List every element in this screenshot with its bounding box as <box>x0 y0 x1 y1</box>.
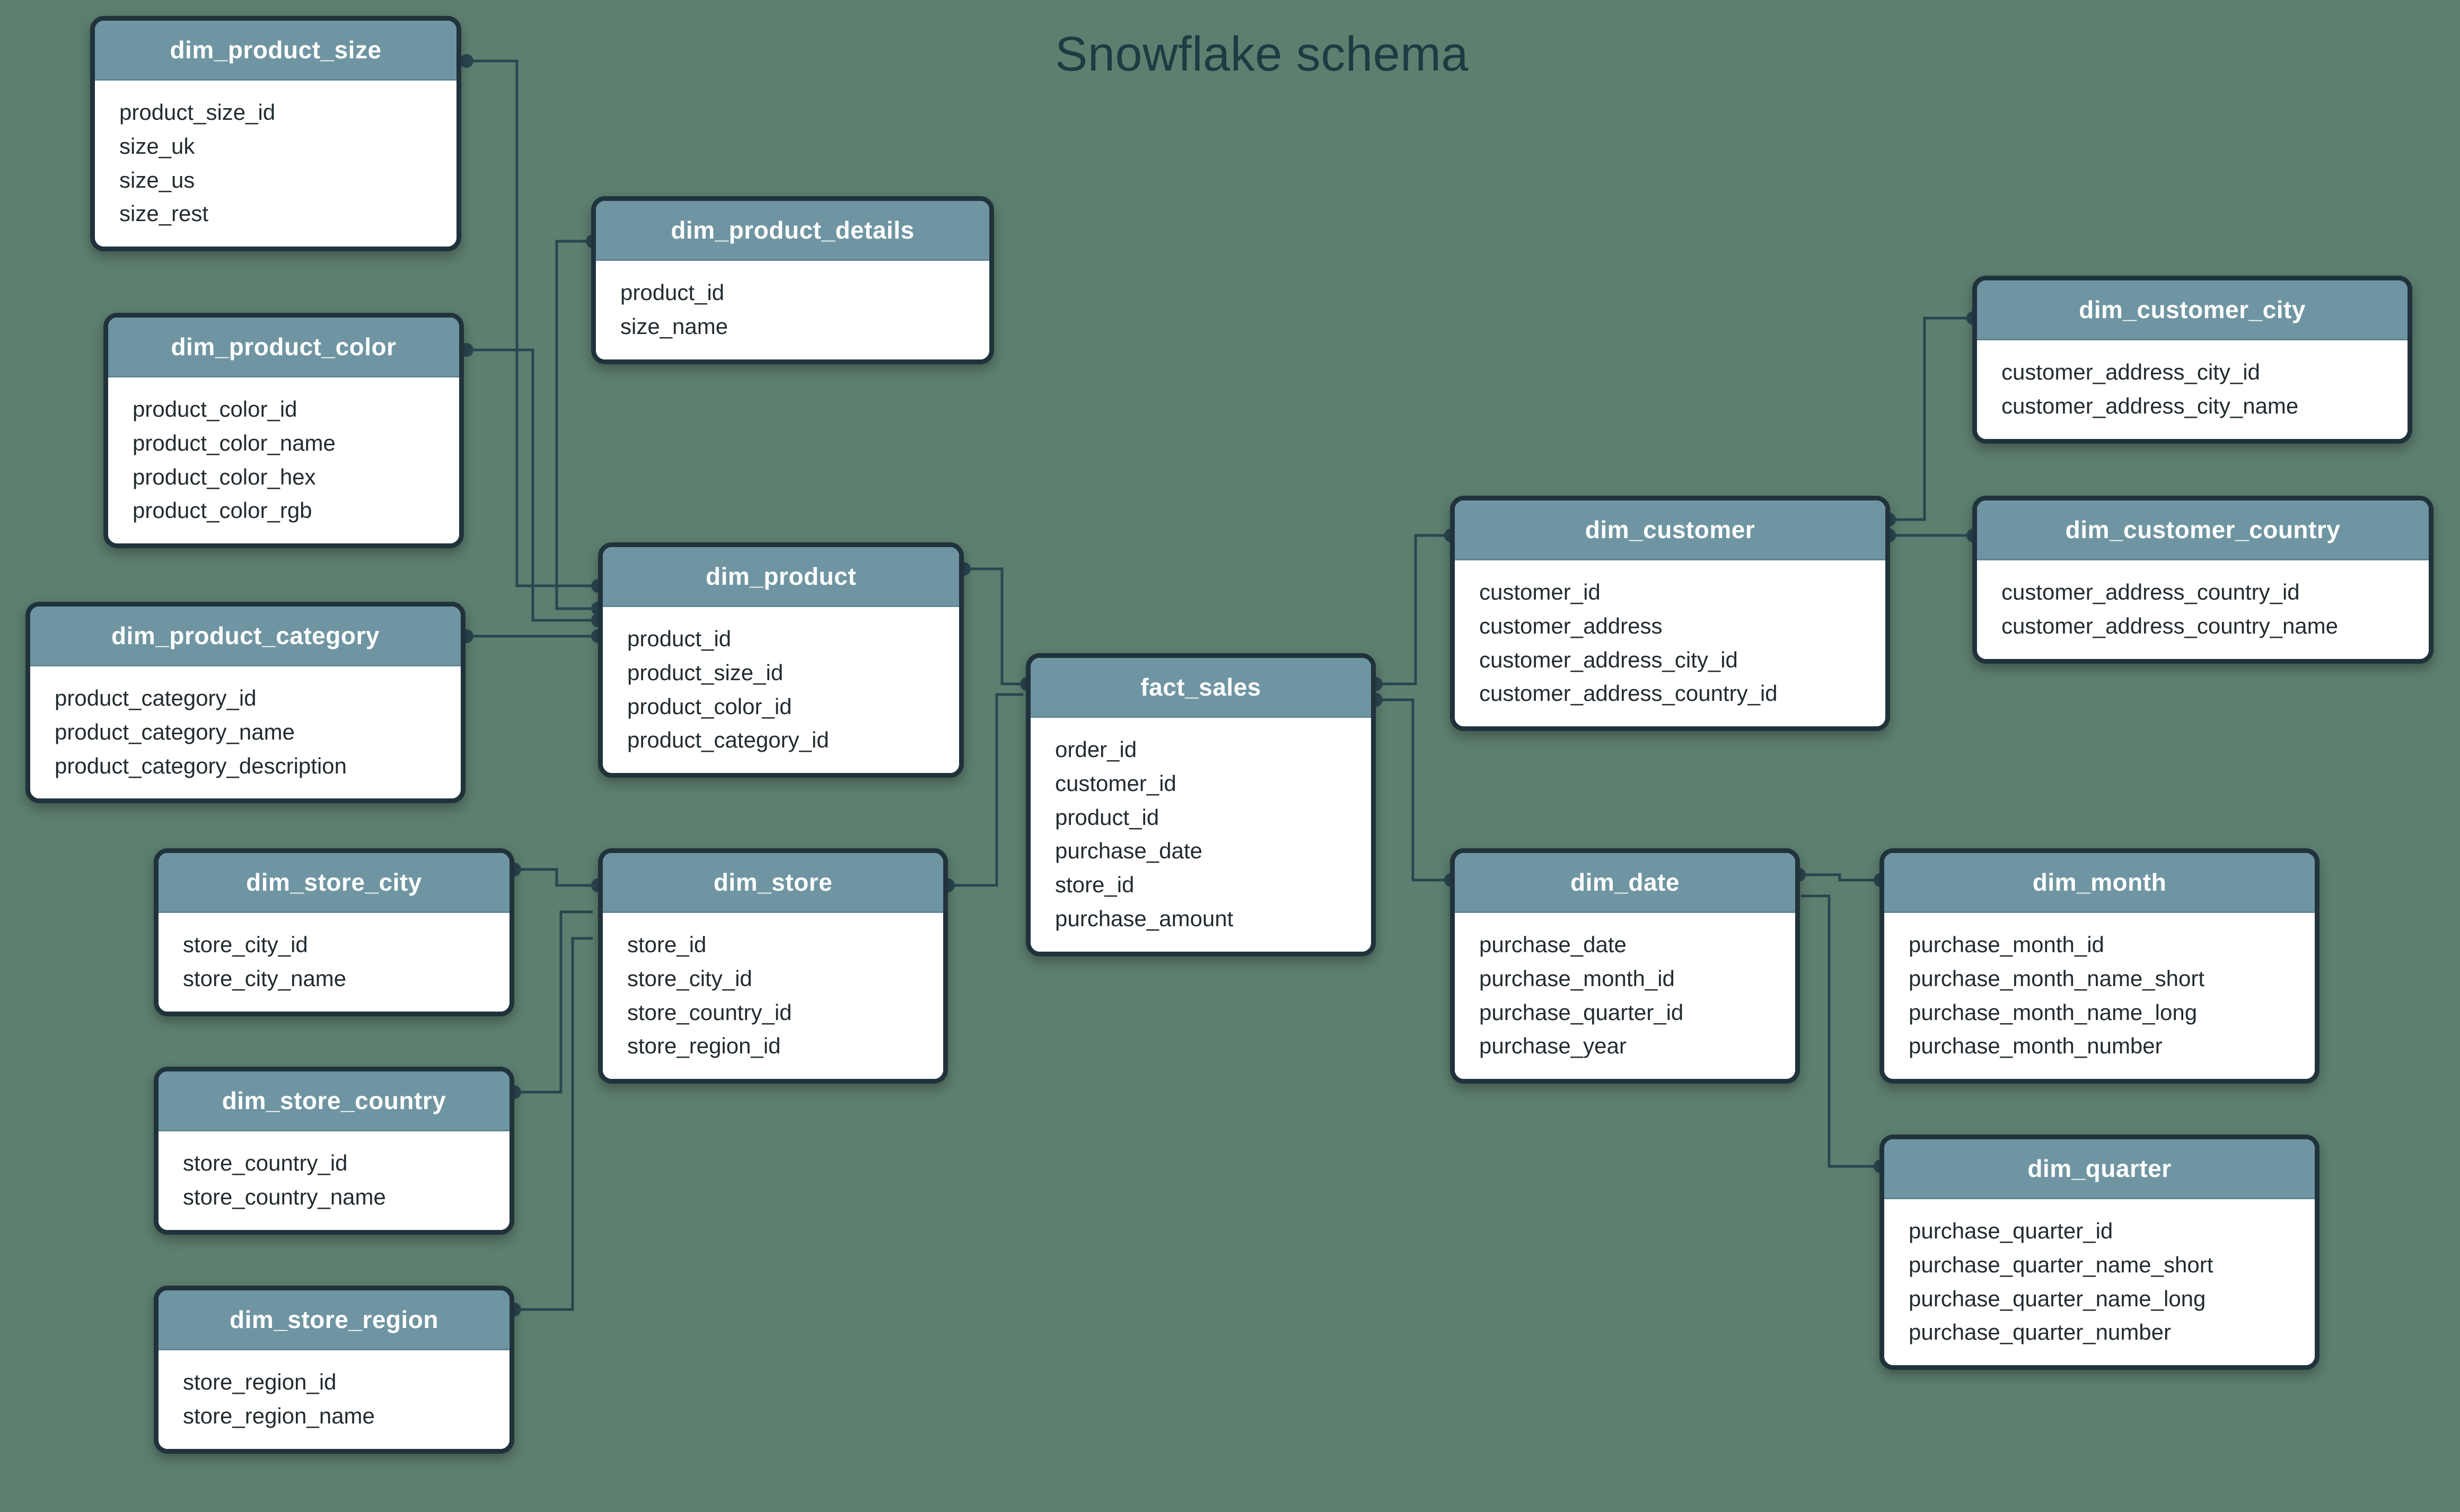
table-dim-store-region[interactable] <box>154 1286 514 1454</box>
field: purchase_amount <box>1055 906 1234 931</box>
table-fields <box>603 607 959 773</box>
field: customer_address_city_id <box>1479 647 1738 672</box>
field: purchase_quarter_name_short <box>1909 1252 2213 1277</box>
field: product_category_name <box>55 719 295 744</box>
field: store_city_name <box>183 965 347 991</box>
table-fields <box>30 666 461 798</box>
field: size_name <box>620 313 728 339</box>
field: product_id <box>620 280 725 305</box>
field: product_color_rgb <box>133 498 312 523</box>
field: product_size_id <box>119 100 276 125</box>
field: purchase_month_id <box>1479 965 1675 991</box>
page-title: Snowflake schema <box>1055 27 1469 81</box>
table-dim-month[interactable] <box>1879 848 2320 1084</box>
table-header: dim_customer_country <box>1977 500 2429 560</box>
table-dim-product-color[interactable] <box>103 313 464 548</box>
table-fields <box>596 261 989 359</box>
table-fields <box>1884 913 2315 1079</box>
field: size_uk <box>119 133 195 159</box>
table-dim-product-size[interactable] <box>90 16 461 251</box>
table-header: dim_customer_city <box>1977 280 2408 340</box>
table-dim-store-country[interactable] <box>154 1067 514 1235</box>
field: purchase_quarter_number <box>1909 1320 2171 1345</box>
field: purchase_month_number <box>1909 1033 2163 1059</box>
table-dim-product-category[interactable] <box>25 602 465 803</box>
field: store_id <box>1055 872 1135 898</box>
field: customer_id <box>1055 770 1176 796</box>
table-header: dim_product_details <box>596 201 989 261</box>
table-header: fact_sales <box>1031 658 1371 718</box>
field: product_id <box>627 626 732 651</box>
field: store_region_id <box>183 1369 337 1394</box>
table-dim-store-city[interactable] <box>154 848 514 1016</box>
table-fact-sales[interactable] <box>1026 653 1376 956</box>
field: store_id <box>627 932 707 957</box>
table-header: dim_date <box>1455 853 1795 913</box>
table-fields <box>1031 718 1371 952</box>
table-header: dim_product_color <box>108 318 459 377</box>
field: store_city_id <box>627 965 752 991</box>
table-header: dim_store <box>603 853 943 913</box>
table-fields <box>108 377 459 543</box>
field: customer_address_country_name <box>2001 613 2339 638</box>
table-fields <box>1455 560 1885 726</box>
field: product_color_id <box>627 693 792 719</box>
table-header: dim_product_category <box>30 606 461 666</box>
field: order_id <box>1055 737 1137 762</box>
table-dim-product-details[interactable] <box>591 196 994 364</box>
table-dim-customer-country[interactable] <box>1972 496 2433 664</box>
table-fields <box>1977 340 2408 439</box>
table-header: dim_product_size <box>95 21 456 81</box>
field: purchase_month_id <box>1909 932 2104 957</box>
field: store_region_id <box>627 1033 781 1059</box>
field: customer_address_country_id <box>2001 579 2300 604</box>
table-header: dim_product <box>603 547 959 607</box>
field: store_country_name <box>183 1184 386 1209</box>
field: product_category_description <box>55 753 347 778</box>
field: size_rest <box>119 201 209 226</box>
table-header: dim_month <box>1884 853 2315 913</box>
table-fields <box>159 1131 509 1230</box>
field: customer_address_city_id <box>2001 359 2260 384</box>
field: purchase_date <box>1055 838 1202 864</box>
field: store_country_id <box>627 999 792 1025</box>
field: product_color_id <box>133 397 297 421</box>
field: store_city_id <box>183 932 308 957</box>
field: purchase_quarter_name_long <box>1909 1286 2206 1311</box>
field: product_size_id <box>627 660 784 685</box>
table-fields <box>603 913 943 1079</box>
table-header: dim_quarter <box>1884 1139 2315 1199</box>
table-header: dim_store_city <box>159 853 509 913</box>
table-dim-product[interactable] <box>598 542 964 778</box>
table-fields <box>1455 913 1795 1079</box>
table-fields <box>95 81 456 247</box>
table-dim-customer[interactable] <box>1450 496 1890 731</box>
table-header: dim_customer <box>1455 500 1885 560</box>
field: size_us <box>119 167 195 192</box>
field: product_category_id <box>55 685 257 710</box>
field: customer_address_country_id <box>1479 681 1778 706</box>
table-dim-date[interactable] <box>1450 848 1800 1084</box>
field: product_category_id <box>627 727 829 753</box>
field: purchase_quarter_id <box>1909 1218 2113 1243</box>
field: purchase_month_name_long <box>1909 999 2198 1025</box>
field: purchase_year <box>1479 1033 1627 1059</box>
table-dim-quarter[interactable] <box>1879 1135 2320 1370</box>
field: product_id <box>1055 804 1159 830</box>
field: product_color_hex <box>133 464 316 489</box>
table-header: dim_store_country <box>159 1071 509 1131</box>
table-dim-customer-city[interactable] <box>1972 276 2412 444</box>
table-header: dim_store_region <box>159 1290 509 1350</box>
field: purchase_month_name_short <box>1909 965 2205 991</box>
table-fields <box>159 1350 509 1449</box>
field: product_color_name <box>133 430 336 455</box>
field: store_region_name <box>183 1403 375 1428</box>
field: customer_id <box>1479 579 1601 604</box>
table-fields <box>1884 1199 2315 1365</box>
table-dim-store[interactable] <box>598 848 948 1084</box>
field: store_country_id <box>183 1150 348 1175</box>
field: purchase_quarter_id <box>1479 999 1684 1025</box>
table-fields <box>159 913 509 1012</box>
field: customer_address_city_name <box>2001 393 2299 418</box>
table-fields <box>1977 560 2429 659</box>
field: customer_address <box>1479 613 1663 638</box>
field: purchase_date <box>1479 932 1627 957</box>
